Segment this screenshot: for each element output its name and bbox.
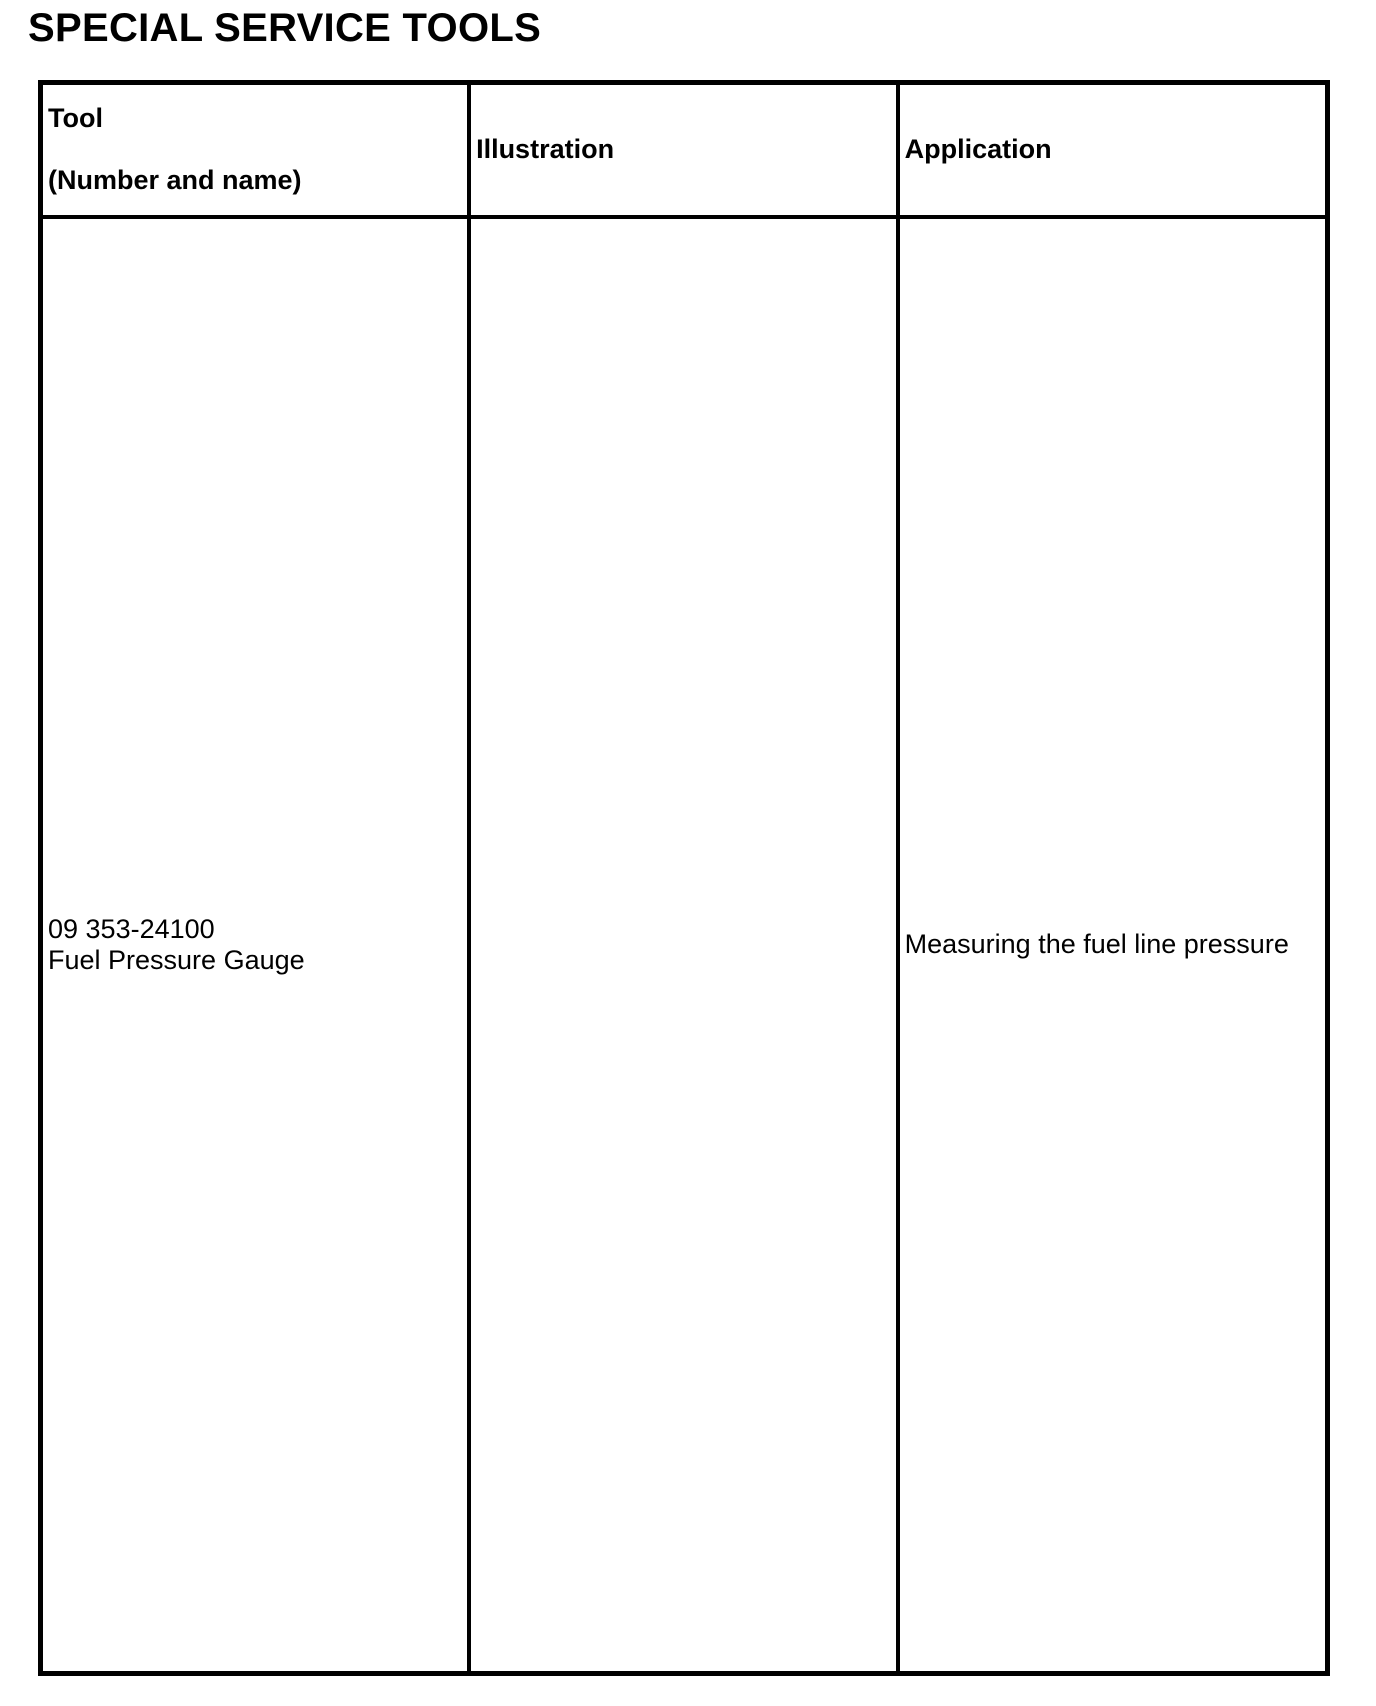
cell-tool <box>41 217 470 1674</box>
table-row <box>41 217 1328 1674</box>
tool-name: Fuel Pressure Gauge <box>48 944 305 975</box>
table-header-row <box>41 83 1328 217</box>
header-application: Application <box>898 83 1328 217</box>
cell-illustration <box>469 217 898 1674</box>
header-tool-label: Tool <box>48 103 103 134</box>
page-title: SPECIAL SERVICE TOOLS <box>28 6 542 50</box>
cell-application: Measuring the fuel line pressure <box>898 217 1328 1674</box>
special-tools-table <box>38 80 1330 1676</box>
header-illustration: Illustration <box>469 83 898 217</box>
tool-number: 09 353-24100 <box>48 913 215 944</box>
header-tool-sublabel: (Number and name) <box>48 165 302 196</box>
header-tool <box>41 83 470 217</box>
